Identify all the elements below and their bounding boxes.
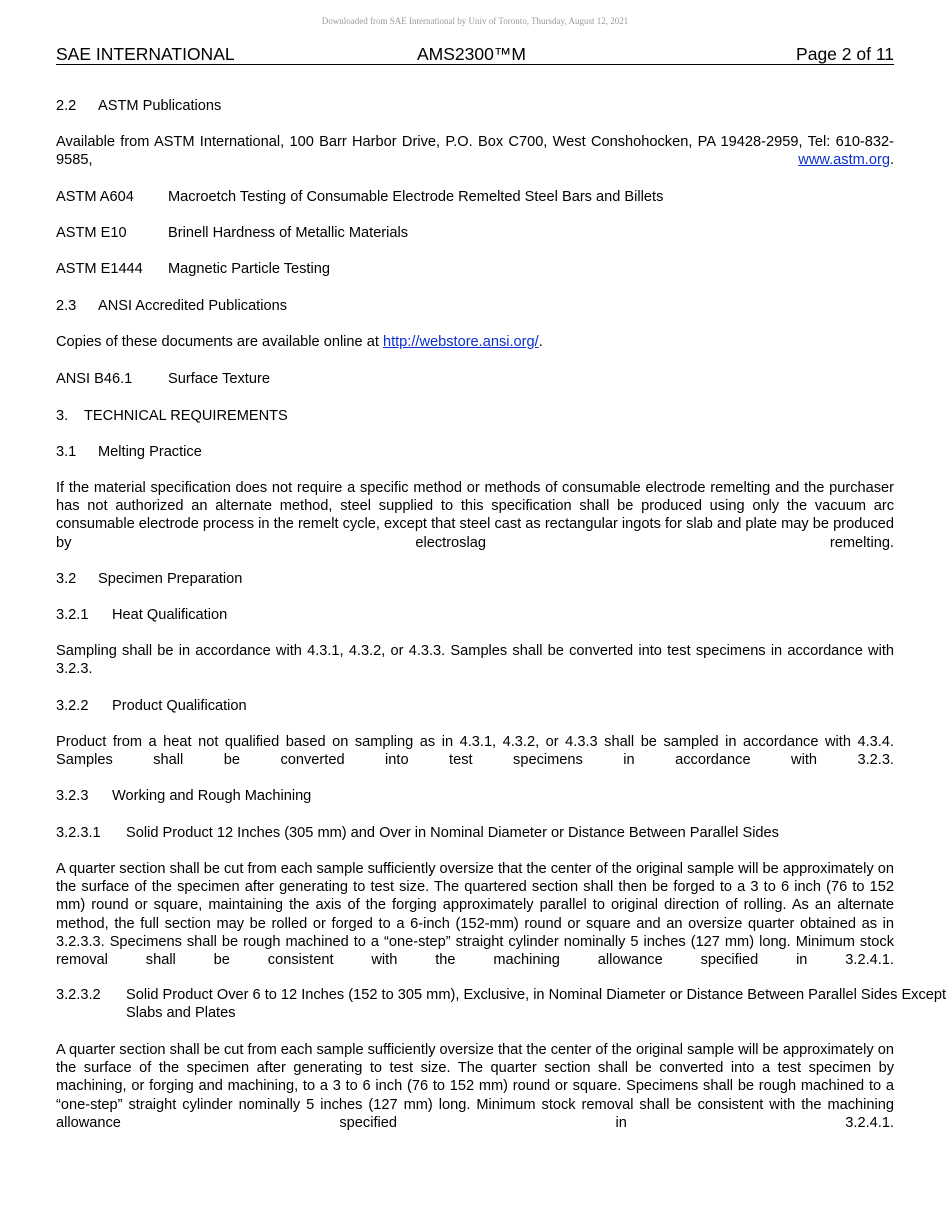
reference-code: ASTM E1444 — [56, 261, 143, 277]
section-title: Melting Practice — [98, 444, 202, 460]
section-number: 3.2.1 — [56, 607, 89, 623]
reference-astm-e10 — [56, 224, 894, 242]
section-title: Solid Product 12 Inches (305 mm) and Over in Nominal Diameter or Distance Between Parallel Sides — [126, 825, 779, 841]
melting-practice-paragraph: If the material specification does not require a specific method or methods of consumable electrode remelting and the purchaser has not authorized an alternate method, steel supplied to this specification shall be produced using only the vacuum arc consumable electrode process in the remelt cycle, except that steel cast as rectangular ingots for slab and plate may be produced by electroslag remelting. — [56, 480, 894, 551]
section-2-3-heading — [56, 297, 894, 315]
ansi-webstore-link[interactable]: http://webstore.ansi.org/ — [382, 334, 539, 350]
section-number: 3.2.3.1 — [56, 825, 101, 841]
ansi-availability-paragraph: Copies of these documents are available online at http://webstore.ansi.org/. — [56, 334, 543, 350]
section-3-2-3-1-heading — [56, 824, 894, 842]
section-title: Working and Rough Machining — [112, 788, 312, 804]
section-3-2-3-2-heading — [56, 986, 950, 1022]
section-number: 2.3 — [56, 298, 77, 314]
section-number: 3.2 — [56, 571, 77, 587]
section-3-heading — [56, 407, 894, 425]
header-organization: SAE INTERNATIONAL — [56, 44, 235, 64]
section-number: 3.1 — [56, 444, 77, 460]
section-number: 3. — [56, 408, 69, 424]
section-title: Solid Product Over 6 to 12 Inches (152 to 305 mm), Exclusive, in Nominal Diameter or Distance Between Parallel Sides Except Slabs and Plates — [126, 987, 947, 1022]
header-document-number: AMS2300™M — [417, 44, 526, 64]
ansi-availability-text: Copies of these documents are available online at — [56, 334, 383, 350]
astm-availability-paragraph: Available from ASTM International, 100 Barr Harbor Drive, P.O. Box C700, West Conshohocken, PA 19428-2959, Tel: 610-832-9585, www.astm.org. — [56, 134, 894, 169]
large-solid-product-paragraph: A quarter section shall be cut from each sample sufficiently oversize that the center of the original sample will be approximately on the surface of the specimen after generating to test size. The quartered section shall then be forged to a 3 to 6 inch (76 to 152 mm) round or square, maintaining the axis of the forging approximately parallel to original direction of rolling. As an alternate method, the full section may be rolled or forged to a 6-inch (152-mm) round or square and an oversize quarter obtained as in 3.2.3.3. Specimens shall be rough machined to a “one-step” straight cylinder nominally 5 inches (127 mm) long. Minimum stock removal shall be consistent with the machining allowance specified in 3.2.4.1. — [56, 861, 894, 969]
reference-title: Brinell Hardness of Metallic Materials — [168, 225, 409, 241]
section-3-2-3-heading — [56, 787, 894, 805]
reference-astm-a604 — [56, 188, 894, 206]
section-3-1-heading — [56, 443, 894, 461]
product-qualification-paragraph: Product from a heat not qualified based on sampling as in 4.3.1, 4.3.2, or 4.3.3 shall be sampled in accordance with 4.3.4. Samples shall be converted into test specimens in accordance with 3.2.3. — [56, 734, 894, 769]
section-title: Specimen Preparation — [98, 571, 243, 587]
section-title: Product Qualification — [112, 698, 247, 714]
section-title: TECHNICAL REQUIREMENTS — [84, 408, 288, 424]
section-3-2-2-heading — [56, 697, 894, 715]
section-3-2-1-heading — [56, 606, 894, 624]
section-title: ANSI Accredited Publications — [98, 298, 288, 314]
section-title: Heat Qualification — [112, 607, 228, 623]
reference-astm-e1444 — [56, 260, 894, 278]
section-number: 3.2.2 — [56, 698, 89, 714]
download-watermark: Downloaded from SAE International by Univ of Toronto, Thursday, August 12, 2021 — [321, 16, 629, 26]
section-number: 3.2.3 — [56, 788, 89, 804]
reference-title: Magnetic Particle Testing — [168, 261, 330, 277]
section-number: 2.2 — [56, 98, 77, 114]
reference-code: ASTM E10 — [56, 225, 127, 241]
reference-code: ANSI B46.1 — [56, 371, 133, 387]
section-2-2-heading — [56, 97, 894, 115]
page-header — [56, 44, 894, 65]
heat-qualification-paragraph: Sampling shall be in accordance with 4.3.1, 4.3.2, or 4.3.3. Samples shall be converted into test specimens in accordance with 3.2.3. — [56, 643, 894, 678]
section-number: 3.2.3.2 — [56, 987, 101, 1003]
astm-website-link[interactable]: www.astm.org — [798, 152, 890, 169]
medium-solid-product-paragraph: A quarter section shall be cut from each sample sufficiently oversize that the center of the original sample will be approximately on the surface of the specimen after generating to test size. The quarter section shall be converted into a test specimen by machining, or forging and machining, to a 3 to 6 inch (76 to 152 mm) round or square. Specimens shall be rough machined to a “one-step” straight cylinder nominally 5 inches (127 mm) long. Minimum stock removal shall be consistent with the machining allowance specified in 3.2.4.1. — [56, 1042, 894, 1131]
section-title: ASTM Publications — [98, 98, 222, 114]
astm-availability-text: Available from ASTM International, 100 Barr Harbor Drive, P.O. Box C700, West Conshohocken, PA 19428-2959, Tel: 610-832-9585, — [56, 134, 894, 169]
reference-code: ASTM A604 — [56, 189, 134, 205]
header-page-number: Page 2 of 11 — [796, 44, 894, 64]
reference-ansi-b46-1 — [56, 370, 894, 388]
reference-title: Surface Texture — [168, 371, 270, 387]
section-3-2-heading — [56, 570, 894, 588]
reference-title: Macroetch Testing of Consumable Electrode Remelted Steel Bars and Billets — [168, 189, 664, 205]
